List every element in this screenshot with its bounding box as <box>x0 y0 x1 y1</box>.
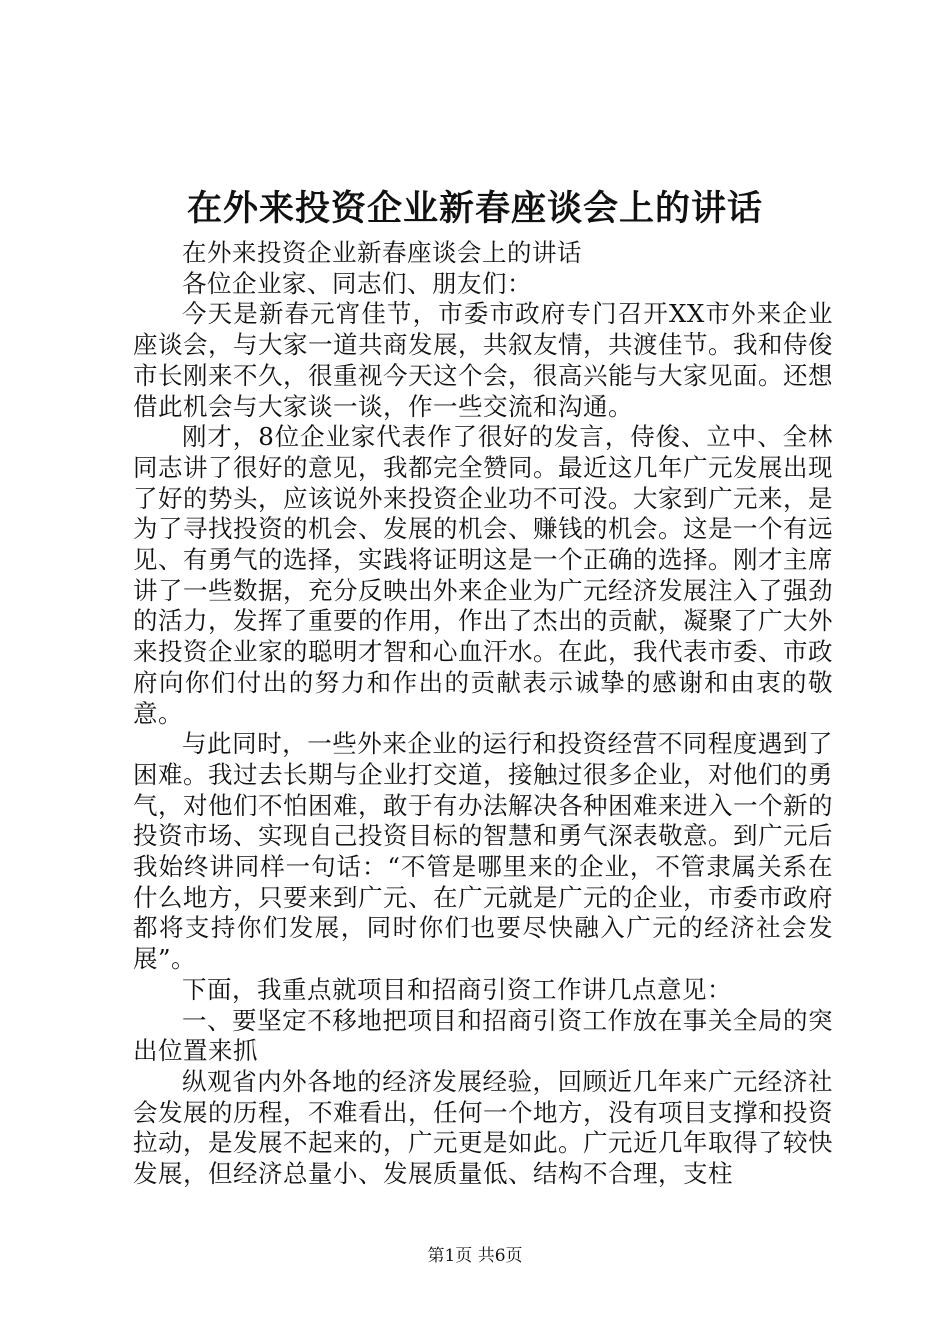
paragraph-subtitle: 在外来投资企业新春座谈会上的讲话 <box>182 238 582 267</box>
paragraph: 刚才，8位企业家代表作了很好的发言，侍俊、立中、全林同志讲了很好的意见，我都完全赞同。最近这几年广元发展出现了好的势头，应该说外来投资企业功不可没。大家到广元来，是为了寻找投资的机会、发展的机会、赚钱的机会。这是一个有远见、有勇气的选择，实践将证明这是一个正确的选择。刚才主席讲了一些数据，充分反映出外来企业为广元经济发展注入了强劲的活力，发挥了重要的作用，作出了杰出的贡献，凝聚了广大外来投资企业家的聪明才智和心血汗水。在此，我代表市委、市政府向你们付出的努力和作出的贡献表示诚挚的感谢和由衷的敬意。 <box>133 422 833 728</box>
document-body <box>133 238 833 1190</box>
page-number: 第1页 <box>427 1246 473 1266</box>
paragraph: 与此同时，一些外来企业的运行和投资经营不同程度遇到了困难。我过去长期与企业打交道，接触过很多企业，对他们的勇气，对他们不怕困难，敢于有办法解决各种困难来进入一个新的投资市场、实现自己投资目标的智慧和勇气深表敬意。到广元后我始终讲同样一句话：“不管是哪里来的企业，不管隶属关系在什么地方，只要来到广元、在广元就是广元的企业，市委市政府都将支持你们发展，同时你们也要尽快融入广元的经济社会发展”。 <box>133 729 833 974</box>
page-total: 共6页 <box>477 1246 523 1266</box>
document-title: 在外来投资企业新春座谈会上的讲话 <box>186 188 763 229</box>
page-footer <box>0 1244 950 1268</box>
paragraph-salutation: 各位企业家、同志们、朋友们： <box>182 268 532 298</box>
paragraph: 下面，我重点就项目和招商引资工作讲几点意见： <box>182 974 732 1004</box>
section-heading: 一、要坚定不移地把项目和招商引资工作放在事关全局的突出位置来抓 <box>133 1005 833 1066</box>
paragraph: 纵观省内外各地的经济发展经验，回顾近几年来广元经济社会发展的历程，不难看出，任何一个地方，没有项目支撑和投资拉动，是发展不起来的，广元更是如此。广元近几年取得了较快发展，但经济总量小、发展质量低、结构不合理，支柱 <box>133 1066 833 1189</box>
paragraph: 今天是新春元宵佳节，市委市政府专门召开XX市外来企业座谈会，与大家一道共商发展，共叙友情，共渡佳节。我和侍俊市长刚来不久，很重视今天这个会，很高兴能与大家见面。还想借此机会与大家谈一谈，作一些交流和沟通。 <box>133 299 833 421</box>
